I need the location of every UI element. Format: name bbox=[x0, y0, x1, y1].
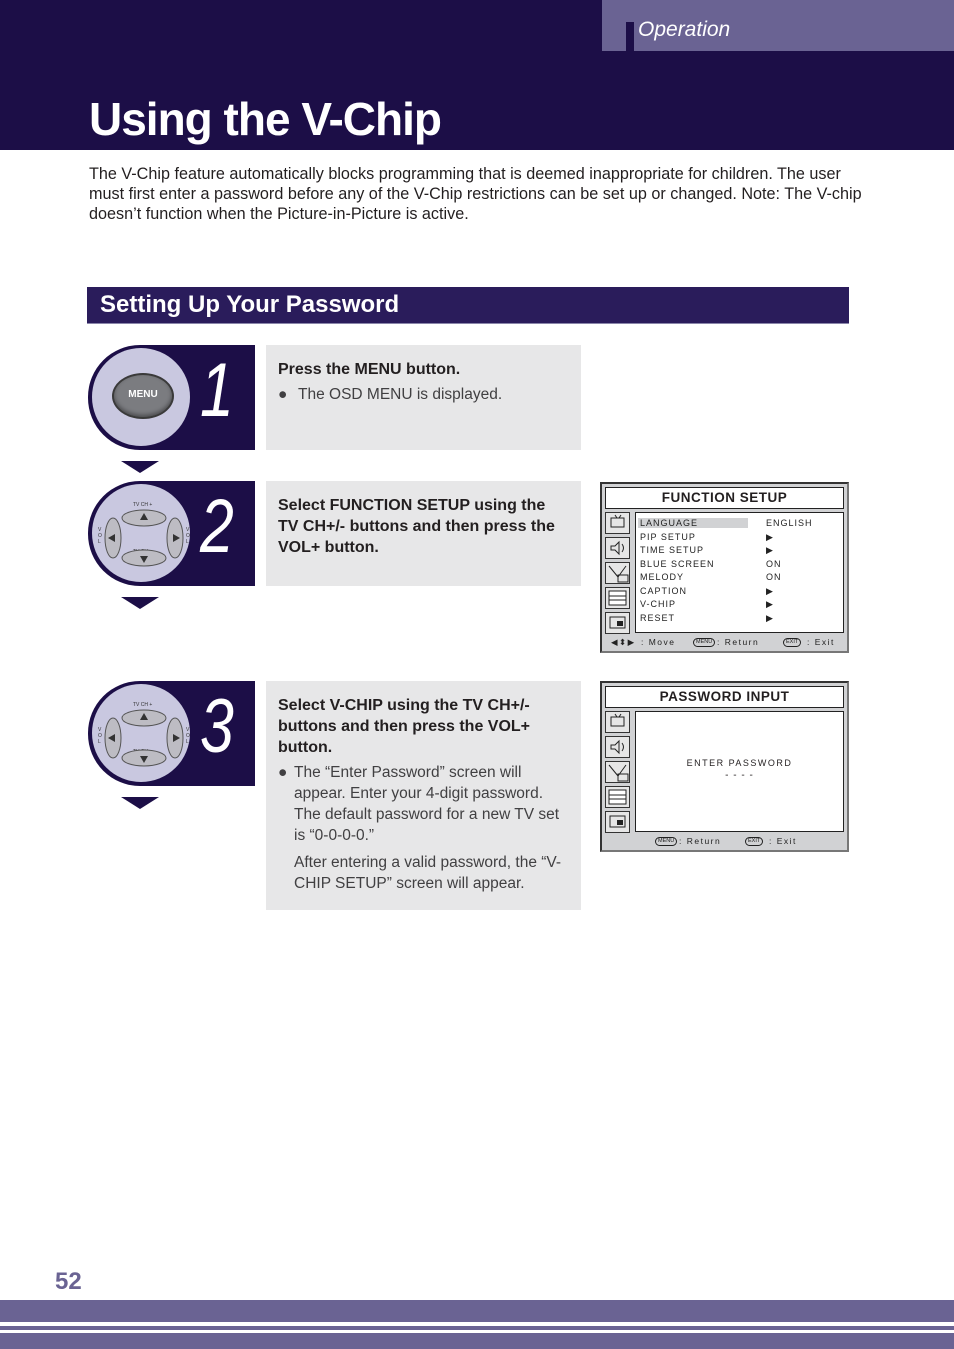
section-heading-text: Setting Up Your Password bbox=[100, 291, 400, 318]
tv-picture-icon bbox=[605, 512, 630, 534]
step-title: Select V-CHIP using the TV CH+/- buttons and then press the VOL+ button. bbox=[278, 697, 531, 756]
step-bullet bbox=[278, 384, 569, 405]
osd-row-language[interactable] bbox=[640, 518, 839, 531]
osd-row-value: ▶ bbox=[766, 585, 774, 596]
tv-picture-icon bbox=[605, 711, 630, 733]
bullet-icon: ● bbox=[278, 764, 288, 781]
bullet-text: The “Enter Password” screen will appear. Enter your 4-digit password. The default password for a new TV set is “0-0-0-0.” bbox=[294, 764, 560, 844]
down-arrow-icon bbox=[121, 797, 159, 809]
osd-row-caption[interactable] bbox=[640, 586, 839, 599]
svg-text:L: L bbox=[98, 739, 101, 745]
footer-rule bbox=[0, 1326, 954, 1330]
osd-row-value: ▶ bbox=[766, 599, 774, 609]
page-header bbox=[0, 0, 954, 150]
dpad-graphic bbox=[95, 698, 193, 778]
osd-row-value: ▶ bbox=[766, 531, 774, 542]
section-label: Operation bbox=[638, 18, 731, 41]
footer-return: : Return bbox=[717, 637, 760, 647]
bullet-icon: ● bbox=[278, 386, 288, 403]
step-1-box bbox=[266, 345, 581, 450]
svg-text:O: O bbox=[98, 533, 102, 539]
step-title: Select FUNCTION SETUP using the TV CH+/- buttons and then press the VOL+ button. bbox=[278, 497, 555, 556]
dpad-icon bbox=[95, 498, 193, 578]
dpad-icon bbox=[95, 698, 193, 778]
step-number: 2 bbox=[200, 484, 234, 569]
channel-icon bbox=[605, 761, 630, 783]
osd-row-value: ▶ bbox=[766, 545, 774, 555]
channel-icon bbox=[605, 562, 630, 584]
password-prompt: ENTER PASSWORD bbox=[686, 758, 793, 768]
svg-text:O: O bbox=[186, 533, 190, 539]
osd-row-label: V-CHIP bbox=[640, 599, 677, 609]
svg-text:L: L bbox=[186, 739, 189, 745]
footer-band-bottom bbox=[0, 1333, 954, 1349]
step-number: 3 bbox=[200, 684, 234, 769]
ch-up-label: TV CH + bbox=[133, 702, 153, 708]
osd-function-setup bbox=[600, 482, 849, 653]
function-icon bbox=[605, 786, 630, 808]
svg-text:V: V bbox=[186, 727, 190, 733]
osd-row-label: MELODY bbox=[640, 572, 685, 582]
footer-exit: : Exit bbox=[769, 836, 797, 846]
page-title: Using the V-Chip bbox=[89, 93, 441, 145]
step-bullet bbox=[278, 762, 569, 846]
osd-row-label: PIP SETUP bbox=[640, 531, 696, 542]
pip-icon bbox=[605, 811, 630, 833]
remote-disc bbox=[92, 484, 190, 582]
footer-move: : Move bbox=[641, 637, 676, 647]
remote-disc bbox=[92, 684, 190, 782]
osd-title: PASSWORD INPUT bbox=[605, 686, 844, 708]
step-title: Press the MENU button. bbox=[278, 361, 461, 378]
section-tab-bar bbox=[626, 22, 634, 51]
osd-row-value: ON bbox=[766, 558, 782, 569]
osd-row-time-setup[interactable] bbox=[640, 545, 839, 558]
menu-button-icon bbox=[112, 373, 174, 419]
osd-row-v-chip[interactable] bbox=[640, 599, 839, 612]
speaker-icon bbox=[605, 537, 630, 559]
speaker-icon bbox=[605, 736, 630, 758]
osd-row-label: RESET bbox=[640, 612, 676, 623]
osd-title: FUNCTION SETUP bbox=[605, 487, 844, 509]
svg-text:L: L bbox=[98, 539, 101, 545]
osd-row-value: ON bbox=[766, 572, 782, 582]
section-heading bbox=[87, 287, 849, 324]
move-arrows-icon: ◀⬍▶ bbox=[611, 637, 636, 647]
osd-row-label: CAPTION bbox=[640, 585, 688, 596]
ch-up-label: TV CH + bbox=[133, 502, 153, 508]
step-note: After entering a valid password, the “V-CHIP SETUP” screen will appear. bbox=[294, 854, 562, 892]
step-3-box bbox=[266, 681, 581, 910]
step-1-badge bbox=[88, 345, 255, 450]
svg-text:O: O bbox=[98, 733, 102, 739]
osd-icon-column bbox=[605, 512, 632, 637]
section-tab bbox=[602, 0, 954, 51]
svg-text:L: L bbox=[186, 539, 189, 545]
osd-password-panel bbox=[635, 711, 844, 832]
step-number: 1 bbox=[200, 348, 234, 433]
osd-password-input bbox=[600, 681, 849, 852]
footer-band bbox=[0, 1300, 954, 1322]
page-number: 52 bbox=[55, 1268, 82, 1295]
osd-menu-panel bbox=[635, 512, 844, 633]
osd-row-value: ENGLISH bbox=[766, 518, 813, 528]
bullet-text: The OSD MENU is displayed. bbox=[298, 386, 503, 403]
osd-row-pip-setup[interactable] bbox=[640, 532, 839, 545]
osd-row-label: BLUE SCREEN bbox=[640, 558, 715, 569]
osd-row-label: LANGUAGE bbox=[638, 518, 748, 528]
osd-row-label: TIME SETUP bbox=[640, 545, 705, 555]
footer-return: : Return bbox=[679, 836, 722, 846]
down-arrow-icon bbox=[121, 461, 159, 473]
svg-text:V: V bbox=[98, 527, 102, 533]
osd-row-reset[interactable] bbox=[640, 613, 839, 626]
pip-icon bbox=[605, 612, 630, 634]
remote-disc bbox=[92, 348, 190, 446]
svg-text:V: V bbox=[98, 727, 102, 733]
osd-row-melody[interactable] bbox=[640, 572, 839, 585]
svg-text:V: V bbox=[186, 527, 190, 533]
password-field[interactable]: - - - - bbox=[725, 770, 754, 781]
osd-row-value: ▶ bbox=[766, 612, 774, 623]
osd-icon-column bbox=[605, 711, 632, 836]
step-3-badge bbox=[88, 681, 255, 786]
footer-exit: : Exit bbox=[807, 637, 835, 647]
intro-paragraph: The V-Chip feature automatically blocks programming that is deemed inappropriate for children. The user must first enter a password before any of the V-Chip restrictions can be set up or changed. Note: The V-chip doesn’t function when the Picture-in-Picture is active. bbox=[89, 165, 862, 223]
step-2-box bbox=[266, 481, 581, 586]
svg-text:O: O bbox=[186, 733, 190, 739]
osd-footer: MENU : Return EXIT : Exit bbox=[605, 835, 844, 848]
step-2-badge bbox=[88, 481, 255, 586]
function-icon bbox=[605, 587, 630, 609]
osd-row-blue-screen[interactable] bbox=[640, 559, 839, 572]
dpad-graphic bbox=[95, 498, 193, 578]
menu-button-label: MENU bbox=[128, 389, 158, 400]
osd-footer: ◀⬍▶ : Move MENU : Return EXIT : Exit bbox=[611, 637, 835, 647]
down-arrow-icon bbox=[121, 597, 159, 609]
